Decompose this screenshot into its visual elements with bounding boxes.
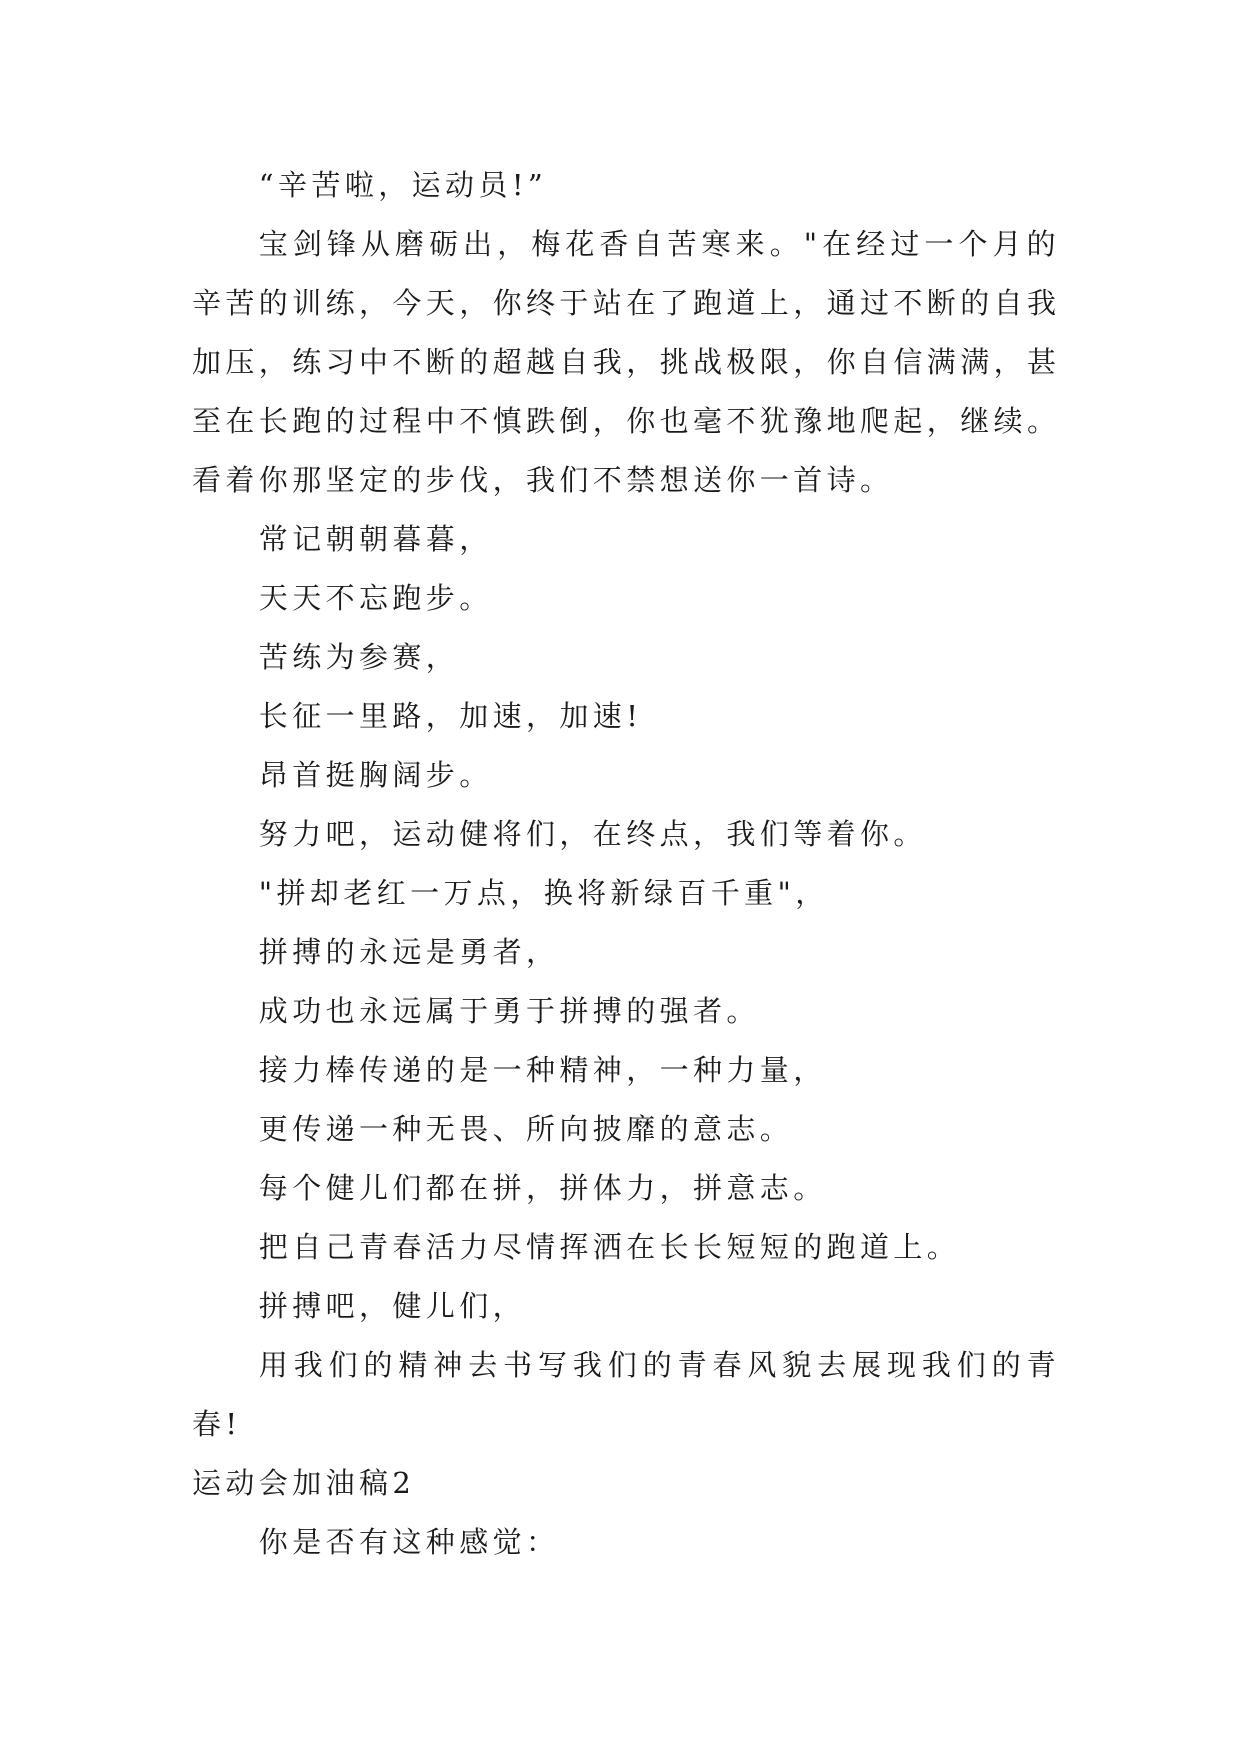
paragraph-line: 至在长跑的过程中不慎跌倒，你也毫不犹豫地爬起，继续。 — [192, 404, 1060, 438]
poem-line — [192, 746, 1060, 805]
paragraph-line: “辛苦啦，运动员!” — [258, 168, 548, 202]
paragraph-line: 每个健儿们都在拼，拼体力，拼意志。 — [258, 1171, 827, 1205]
paragraph-line: 用我们的精神去书写我们的青春风貌去展现我们的青 — [258, 1348, 1060, 1382]
paragraph-line: "拼却老红一万点，换将新绿百千重"， — [258, 876, 829, 910]
poem-line — [192, 569, 1060, 628]
paragraph-line: 接力棒传递的是一种精神，一种力量， — [258, 1053, 827, 1087]
poem-line — [192, 805, 1060, 864]
paragraph-line: 看着你那坚定的步伐，我们不禁想送你一首诗。 — [192, 463, 894, 497]
paragraph-line: 把自己青春活力尽情挥洒在长长短短的跑道上。 — [258, 1230, 961, 1264]
paragraph-line: 苦练为参赛， — [258, 640, 460, 674]
paragraph-line: 更传递一种无畏、所向披靡的意志。 — [258, 1112, 794, 1146]
poem-line — [192, 1218, 1060, 1277]
poem-line — [192, 687, 1060, 746]
paragraph-line: 常记朝朝暮暮， — [258, 522, 493, 556]
poem-line — [192, 1277, 1060, 1336]
section-heading — [192, 1454, 1060, 1513]
paragraph-line: 春! — [192, 1407, 242, 1441]
paragraph-line: 加压，练习中不断的超越自我，挑战极限，你自信满满，甚 — [192, 345, 1060, 379]
poem-line — [192, 864, 1060, 923]
poem-line — [192, 982, 1060, 1041]
paragraph-line: 昂首挺胸阔步。 — [258, 758, 493, 792]
paragraph-line: 拼搏吧，健儿们， — [258, 1289, 526, 1323]
paragraph-line: 努力吧，运动健将们，在终点，我们等着你。 — [258, 817, 927, 851]
poem-line — [192, 923, 1060, 982]
paragraph — [192, 1336, 1060, 1454]
poem-line — [192, 1159, 1060, 1218]
paragraph-line: 成功也永远属于勇于拼搏的强者。 — [258, 994, 760, 1028]
paragraph-line: 你是否有这种感觉： — [258, 1525, 560, 1559]
poem-line — [192, 1100, 1060, 1159]
paragraph — [192, 1513, 1060, 1572]
paragraph-line: 长征一里路，加速，加速! — [258, 699, 643, 733]
paragraph-line: 天天不忘跑步。 — [258, 581, 493, 615]
paragraph-line: 拼搏的永远是勇者， — [258, 935, 560, 969]
poem-line — [192, 628, 1060, 687]
poem-line — [192, 1041, 1060, 1100]
paragraph — [192, 215, 1060, 510]
document-body — [192, 156, 1060, 1572]
poem-line — [192, 510, 1060, 569]
paragraph — [192, 156, 1060, 215]
paragraph-line: 辛苦的训练，今天，你终于站在了跑道上，通过不断的自我 — [192, 286, 1060, 320]
heading-text: 运动会加油稿2 — [192, 1466, 416, 1500]
paragraph-line: 宝剑锋从磨砺出，梅花香自苦寒来。"在经过一个月的 — [258, 227, 1060, 261]
